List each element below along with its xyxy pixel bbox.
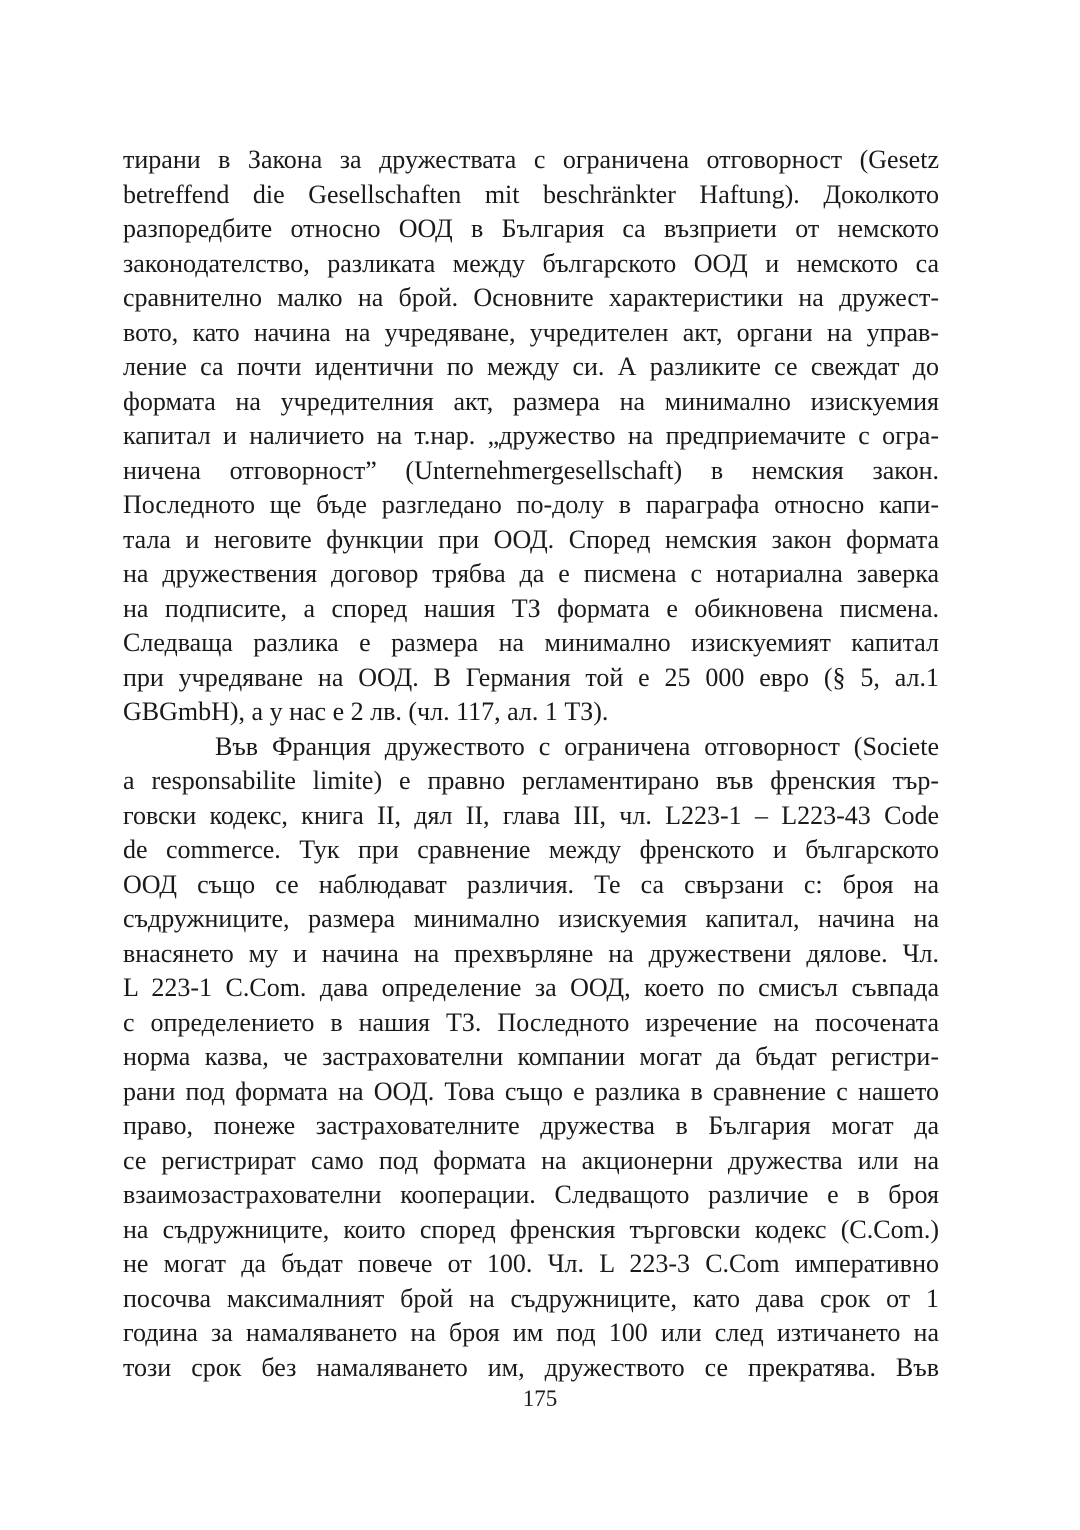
text-line: ООД също се наблюдават различия. Те са свързани с: броя на [123,869,939,899]
text-line: съдружниците, размера минимално изискуемия капитал, начина на [123,904,939,933]
text-line: a responsabilite limite) е правно регламентирано във френския тър- [123,766,939,795]
page-number: 175 [522,1386,558,1411]
text-line: при учредяване на ООД. В Германия той е 25 000 евро (§ 5, ал.1 [123,662,939,692]
text-line: говски кодекс, книга II, дял II, глава III, чл. L223-1 – L223-43 Code [123,800,939,830]
paragraph-start-line: Във Франция дружеството с ограничена отговорност (Societe [215,731,939,761]
body-text [123,143,939,1385]
text-line: формата на учредителния акт, размера на минимално изискуемия [123,386,939,416]
text-line: се регистрират само под формата на акционерни дружества или на [123,1145,939,1175]
text-line: вото, като начина на учредяване, учредителен акт, органи на управ- [123,317,939,347]
text-line: право, понеже застрахователните дружества в България могат да [123,1111,939,1140]
text-line: година за намаляването на броя им под 100 или след изтичането на [123,1318,939,1347]
text-line: законодателство, разликата между българското ООД и немското са [123,248,939,278]
text-line: тала и неговите функции при ООД. Според немския закон формата [123,524,939,554]
text-line: Последното ще бъде разгледано по-долу в параграфа относно капи- [123,490,939,519]
text-line: с определението в нашия ТЗ. Последното изречение на посочената [123,1007,939,1037]
text-line: на съдружниците, които според френския търговски кодекс (C.Com.) [123,1214,939,1244]
text-line: betreffend die Gesellschaften mit beschränkter Haftung). Доколкото [123,179,939,209]
text-line: капитал и наличието на т.нар. „дружество на предприемачите с огра- [123,421,939,450]
text-line: норма казва, че застрахователни компании могат да бъдат регистри- [123,1042,939,1071]
text-line: ничена отговорност” (Unternehmergesellschaft) в немския закон. [123,455,939,485]
text-line: внасянето му и начина на прехвърляне на дружествени дялове. Чл. [123,938,939,968]
text-line: разпоредбите относно ООД в България са възприети от немското [123,214,939,243]
text-line: de commerce. Тук при сравнение между френското и българското [123,835,939,864]
text-line: този срок без намаляването им, дружеството се прекратява. Във [123,1352,939,1382]
text-line: сравнително малко на брой. Основните характеристики на дружест- [123,283,939,312]
text-line: рани под формата на ООД. Това също е разлика в сравнение с нашето [123,1076,939,1106]
text-line: ление са почти идентични по между си. А разликите се свеждат до [123,352,939,381]
text-line: посочва максималният брой на съдружниците, като дава срок от 1 [123,1283,939,1313]
text-line: на подписите, а според нашия ТЗ формата е обикновена писмена. [123,593,939,623]
text-line: L 223-1 C.Com. дава определение за ООД, което по смисъл съвпада [123,973,939,1002]
text-line: GBGmbH), а у нас е 2 лв. (чл. 117, ал. 1 ТЗ). [123,697,609,726]
text-line: Следваща разлика е размера на минимално изискуемият капитал [123,628,939,657]
text-line: тирани в Закона за дружествата с ограничена отговорност (Gesetz [123,145,939,174]
text-line: на дружествения договор трябва да е писмена с нотариална заверка [123,559,939,588]
text-line: взаимозастрахователни кооперации. Следващото различие е в броя [123,1180,939,1209]
text-line: не могат да бъдат повече от 100. Чл. L 223-3 C.Com императивно [123,1249,939,1278]
